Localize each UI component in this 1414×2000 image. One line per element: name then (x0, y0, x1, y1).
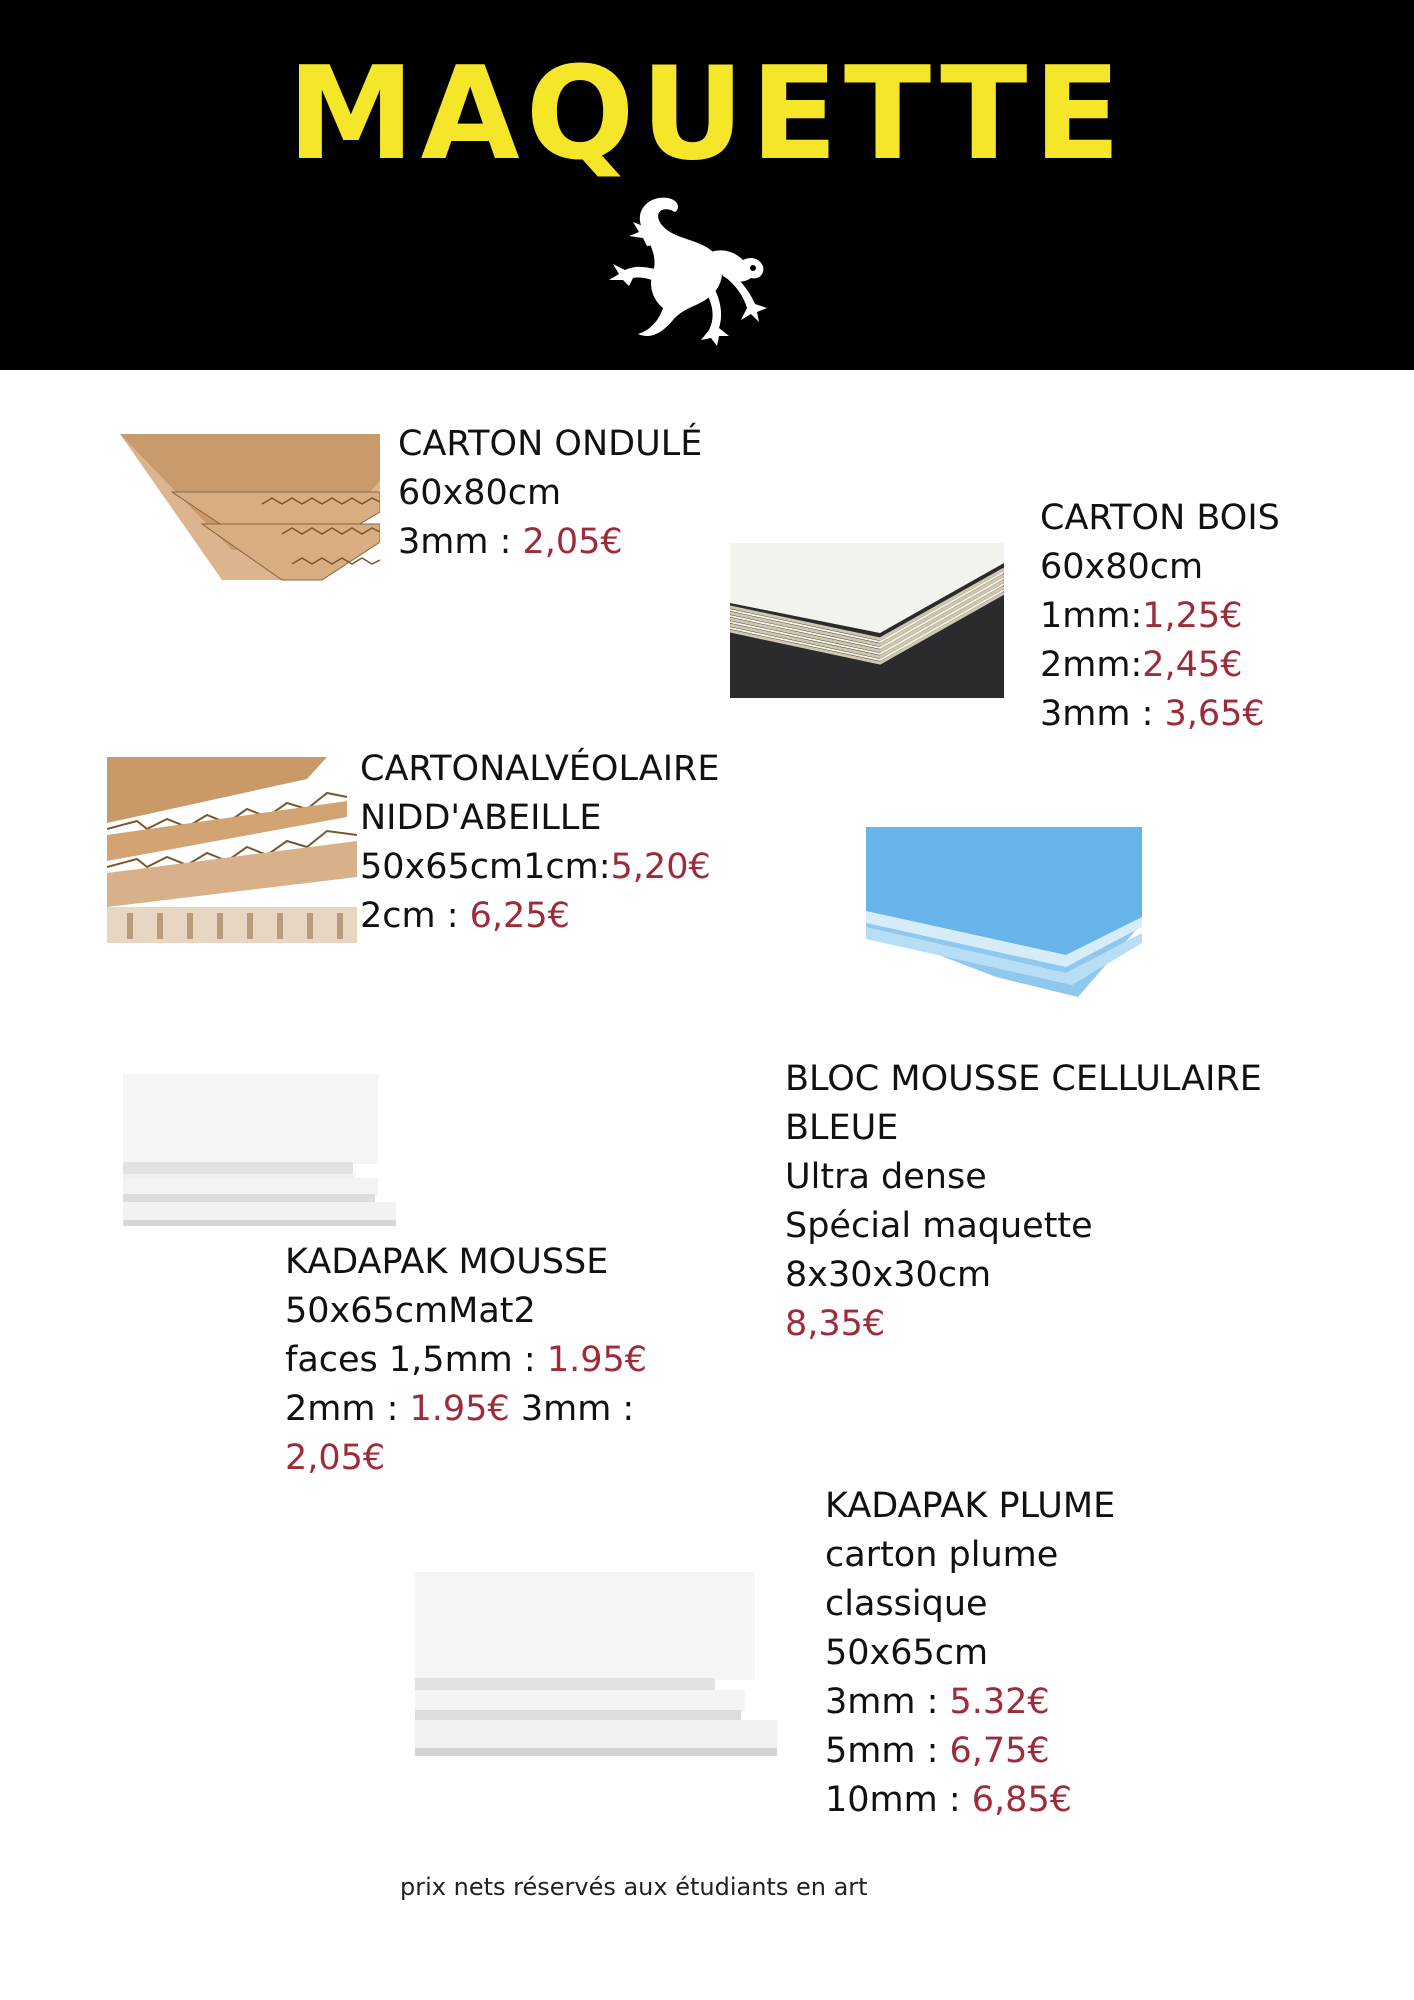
product-name: D'ABEILLE (423, 798, 602, 838)
product-name: BLEUE (785, 1108, 899, 1148)
option-price: 6,85€ (971, 1780, 1072, 1820)
lizard-icon (603, 190, 783, 350)
header-banner (0, 0, 1414, 370)
option-label: 3mm : (398, 522, 523, 562)
option-price: 1.95€ (409, 1389, 510, 1429)
option-row (825, 1727, 1115, 1776)
footer-note: prix nets réservés aux étudiants en art (400, 1873, 868, 1901)
product-price: 8,35€ (785, 1304, 886, 1344)
option-label: 5mm : (825, 1731, 950, 1771)
option-price: 2,05€ (285, 1438, 386, 1478)
bloc-mousse-info (785, 1055, 1262, 1349)
option-label: 1cm (523, 847, 599, 887)
option-label: 2mm : (285, 1389, 410, 1429)
option-row (360, 892, 748, 941)
option-price: 6,25€ (469, 896, 570, 936)
option-price: 5,20€ (610, 847, 711, 887)
product-name: ALVÉOLAIRE (505, 749, 720, 789)
carton-alveolaire-info (360, 745, 748, 941)
option-row (1040, 690, 1285, 739)
carton-ondule-info (398, 420, 702, 567)
product-name-row (360, 745, 748, 794)
carton-alveolaire-image (107, 757, 357, 943)
option-price: 1.95€ (546, 1340, 648, 1380)
product-size: 60x80cm (1040, 547, 1204, 587)
kadapak-mousse-info (285, 1238, 648, 1483)
product-name-row (360, 794, 748, 843)
product-name: NID (360, 798, 424, 838)
kadapak-mousse-image (123, 1074, 396, 1226)
option-price: 2,05€ (522, 522, 623, 562)
carton-ondule-image (112, 430, 380, 590)
bloc-mousse-image (866, 827, 1142, 997)
option-price: 5.32€ (949, 1682, 1050, 1722)
option-label: 2cm : (360, 896, 470, 936)
product-size: 50x65cm (825, 1633, 989, 1673)
option-label: 3mm : (1040, 694, 1165, 734)
option-row (285, 1336, 648, 1385)
product-size-row (285, 1287, 623, 1336)
option-row (825, 1776, 1115, 1825)
product-name: BLOC MOUSSE CELLULAIRE (785, 1059, 1262, 1099)
option-row (1040, 592, 1285, 641)
product-name: CARTON ONDULÉ (398, 424, 703, 464)
option-row (1040, 641, 1285, 690)
carton-bois-info (1040, 494, 1285, 739)
kadapak-plume-info (825, 1482, 1115, 1825)
product-name: KADAPAK PLUME (825, 1486, 1116, 1526)
option-price: 6,75€ (949, 1731, 1050, 1771)
product-size: 50x65cm (360, 847, 524, 887)
product-name: CARTON (360, 749, 506, 789)
product-finish: Mat (448, 1291, 514, 1331)
product-name: CARTON BOIS (1040, 498, 1280, 538)
page-title: MAQUETTE (287, 40, 1127, 189)
option-price: 2,45€ (1142, 645, 1243, 685)
product-size: 60x80cm (398, 473, 562, 513)
option-separator: : (1130, 645, 1143, 685)
option-price: 3,65€ (1164, 694, 1265, 734)
kadapak-plume-image (415, 1572, 777, 1758)
product-description: carton plume (825, 1535, 1059, 1575)
option-label: 10mm : (825, 1780, 972, 1820)
option-price: 1,25€ (1142, 596, 1243, 636)
product-name: KADAPAK MOUSSE (285, 1242, 609, 1282)
product-size: 50x65cm (285, 1291, 449, 1331)
product-description: Ultra dense (785, 1157, 987, 1197)
option-row (360, 843, 748, 892)
product-size: 8x30x30cm (785, 1255, 992, 1295)
product-finish-count: 2 (513, 1291, 536, 1331)
option-label: faces 1,5mm : (285, 1340, 547, 1380)
option-separator: : (598, 847, 611, 887)
carton-bois-image (730, 543, 1004, 698)
option-label: 3mm : (509, 1389, 635, 1429)
option-label: 1mm (1040, 596, 1131, 636)
option-row (825, 1678, 1115, 1727)
option-separator: : (1130, 596, 1143, 636)
option-label: 2mm (1040, 645, 1131, 685)
option-row (285, 1385, 635, 1434)
option-row (398, 518, 702, 567)
product-description: classique (825, 1584, 988, 1624)
product-description: Spécial maquette (785, 1206, 1093, 1246)
option-label: 3mm : (825, 1682, 950, 1722)
